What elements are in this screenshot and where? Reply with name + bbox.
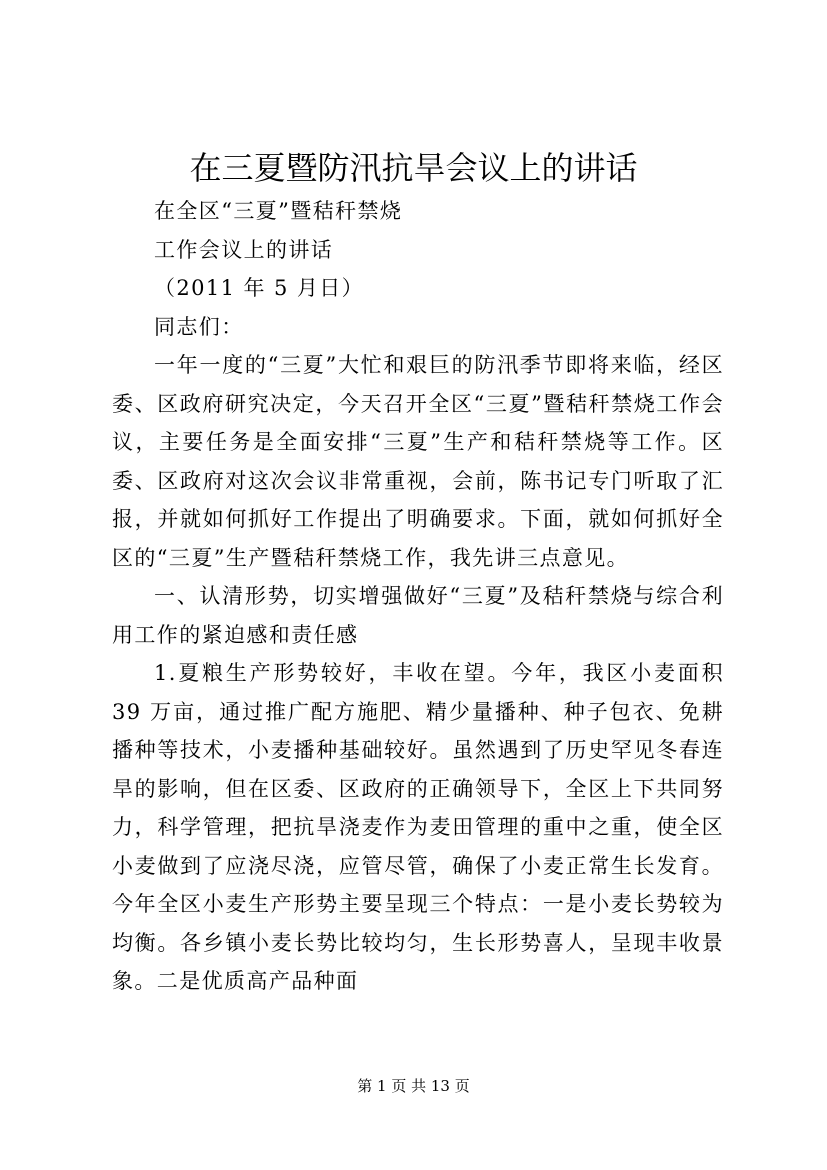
date-line: （2011 年 5 月日）: [154, 276, 365, 300]
document-body: [112, 192, 724, 1001]
subtitle-line-1: 在全区“三夏”暨秸秆禁烧: [154, 199, 403, 223]
body-paragraph-1: 1.夏粮生产形势较好，丰收在望。今年，我区小麦面积 39 万亩，通过推广配方施肥、精少量播种、种子包衣、免耕播种等技术，小麦播种基础较好。虽然遇到了历史罕见冬春连旱的影响，但在区委、区政府的正确领导下，全区上下共同努力，科学管理，把抗旱浇麦作为麦田管理的重中之重，使全区小麦做到了应浇尽浇，应管尽管，确保了小麦正常生长发育。今年全区小麦生产形势主要呈现三个特点：一是小麦长势较为均衡。各乡镇小麦长势比较均匀，生长形势喜人，呈现丰收景象。二是优质高产品种面: [112, 661, 724, 993]
document-title: 在三夏暨防汛抗旱会议上的讲话: [189, 149, 638, 187]
salutation: 同志们：: [154, 314, 244, 339]
section-heading-1: 一、认清形势，切实增强做好“三夏”及秸秆禁烧与综合利用工作的紧迫感和责任感: [112, 584, 724, 647]
intro-paragraph: 一年一度的“三夏”大忙和艰巨的防汛季节即将来临，经区委、区政府研究决定，今天召开全区“三夏”暨秸秆禁烧工作会议，主要任务是全面安排“三夏”生产和秸秆禁烧等工作。区委、区政府对这次会议非常重视，会前，陈书记专门听取了汇报，并就如何抓好工作提出了明确要求。下面，就如何抓好全区的“三夏”生产暨秸秆禁烧工作，我先讲三点意见。: [112, 353, 724, 570]
page-footer: 第 1 页 共 13 页: [357, 1077, 470, 1095]
subtitle-line-2: 工作会议上的讲话: [154, 237, 334, 262]
